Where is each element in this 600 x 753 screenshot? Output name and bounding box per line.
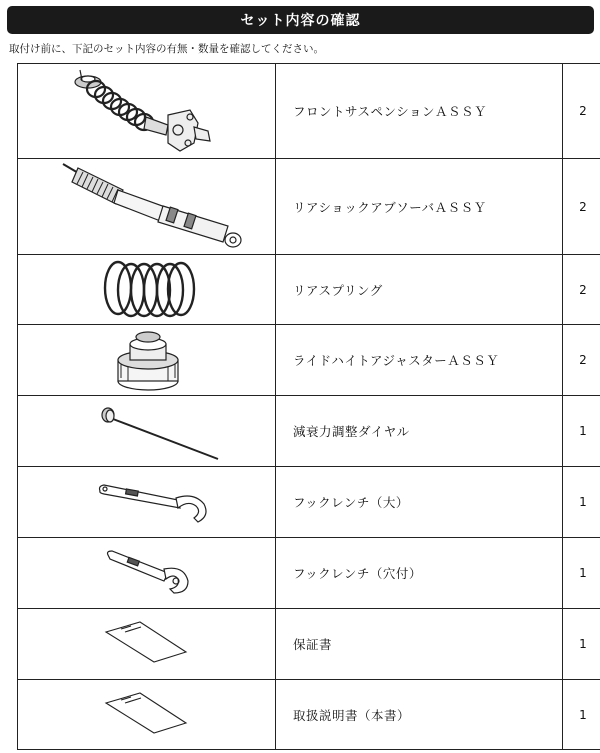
item-qty: 1 bbox=[563, 680, 600, 750]
item-name: フロントサスペンションＡＳＳＹ bbox=[276, 64, 563, 159]
ride-height-adjuster-icon bbox=[18, 326, 275, 395]
table-row bbox=[18, 680, 600, 750]
section-title: セット内容の確認 bbox=[240, 13, 361, 29]
damping-dial-icon bbox=[18, 397, 275, 466]
rear-spring-icon bbox=[18, 256, 275, 324]
table-row bbox=[18, 467, 600, 538]
item-name: 保証書 bbox=[276, 609, 563, 680]
item-qty: 2 bbox=[563, 64, 600, 159]
hook-wrench-large-icon bbox=[18, 468, 275, 537]
item-name: リアスプリング bbox=[276, 255, 563, 325]
item-qty: 1 bbox=[563, 609, 600, 680]
table-row bbox=[18, 609, 600, 680]
item-qty: 1 bbox=[563, 467, 600, 538]
rear-shock-absorber-icon bbox=[18, 160, 275, 254]
item-name: リアショックアブソーバＡＳＳＹ bbox=[276, 159, 563, 255]
table-row bbox=[18, 325, 600, 396]
item-name: ライドハイトアジャスターＡＳＳＹ bbox=[276, 325, 563, 396]
item-qty: 1 bbox=[563, 538, 600, 609]
item-qty: 2 bbox=[563, 159, 600, 255]
instruction-note: 取付け前に、下記のセット内容の有無・数量を確認してください。 bbox=[9, 43, 324, 55]
item-qty: 2 bbox=[563, 325, 600, 396]
instruction-manual-icon bbox=[18, 681, 275, 749]
item-name: フックレンチ（大） bbox=[276, 467, 563, 538]
item-qty: 1 bbox=[563, 396, 600, 467]
table-row bbox=[18, 538, 600, 609]
item-qty: 2 bbox=[563, 255, 600, 325]
table-row bbox=[18, 64, 600, 159]
parts-table bbox=[17, 63, 600, 750]
table-row bbox=[18, 255, 600, 325]
warranty-card-icon bbox=[18, 610, 275, 679]
section-header bbox=[7, 6, 594, 34]
table-row bbox=[18, 159, 600, 255]
front-suspension-icon bbox=[18, 65, 275, 158]
hook-wrench-hole-icon bbox=[18, 539, 275, 608]
item-name: フックレンチ（穴付） bbox=[276, 538, 563, 609]
table-row bbox=[18, 396, 600, 467]
item-name: 取扱説明書（本書） bbox=[276, 680, 563, 750]
item-name: 減衰力調整ダイヤル bbox=[276, 396, 563, 467]
